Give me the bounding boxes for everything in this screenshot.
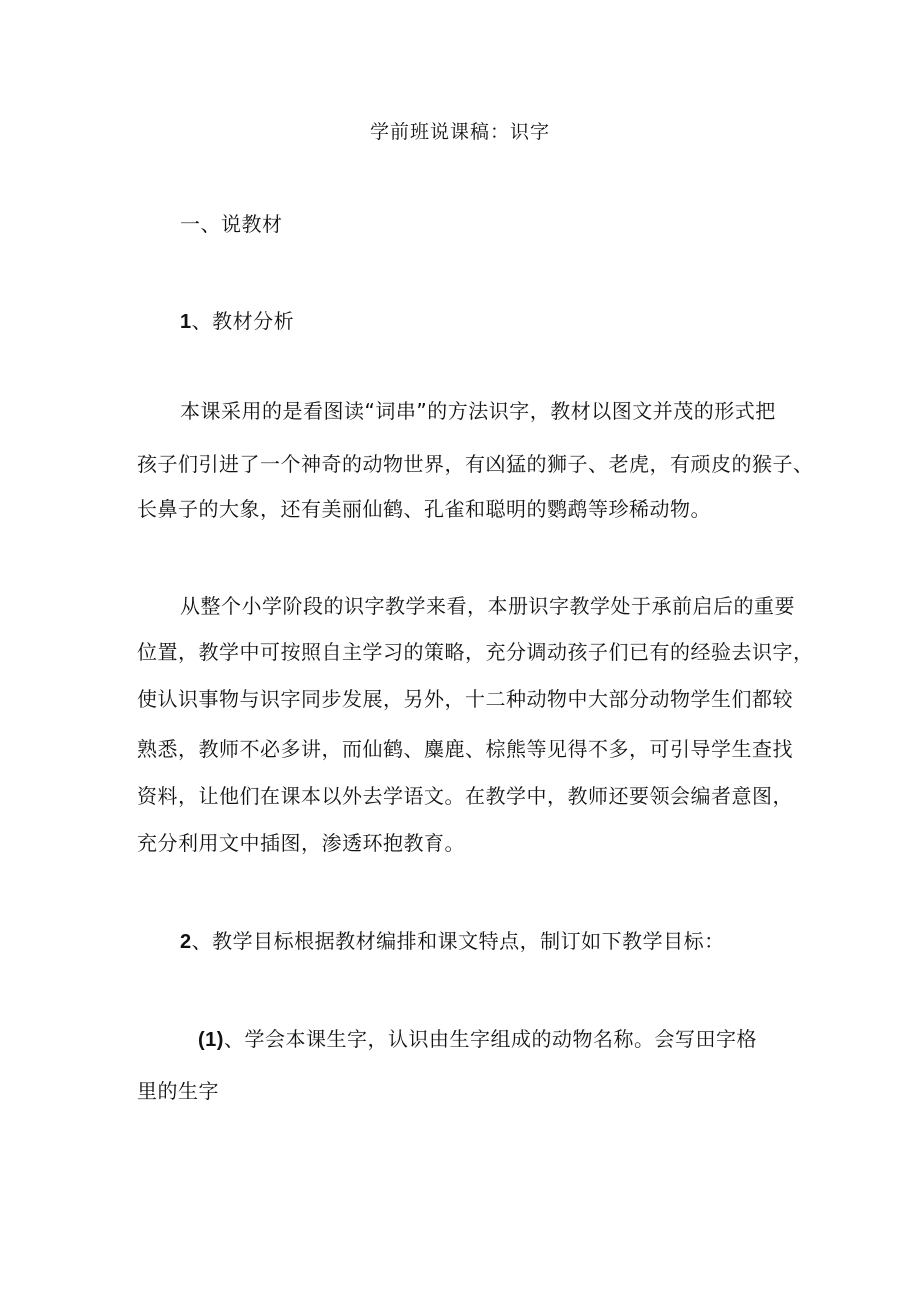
subsection-number: 2	[180, 931, 192, 953]
paragraph-line: 充分利用文中插图，渗透环抱教育。	[137, 831, 465, 855]
paragraph-line: 资料，让他们在课本以外去学语文。在教学中，教师还要领会编者意图，	[137, 784, 793, 808]
paragraph-line: 从整个小学阶段的识字教学来看，本册识字教学处于承前启后的重要	[180, 594, 795, 618]
paragraph-line: 孩子们引进了一个神奇的动物世界，有凶猛的狮子、老虎，有顽皮的猴子、	[137, 452, 814, 476]
subsection-heading	[180, 307, 294, 336]
list-item-continuation: 里的生字	[137, 1079, 219, 1103]
document-title: 学前班说课稿：识字	[369, 121, 550, 143]
paragraph-line: 使认识事物与识字同步发展，另外，十二种动物中大部分动物学生们都较	[137, 687, 793, 711]
subsection-number: 1	[180, 311, 192, 333]
section-heading: 一、说教材	[180, 212, 283, 236]
list-item-number: (1)	[198, 1029, 224, 1051]
paragraph-line: 本课采用的是看图读“词串”的方法识字，教材以图文并茂的形式把	[180, 399, 776, 423]
paragraph-line: 长鼻子的大象，还有美丽仙鹤、孔雀和聪明的鹦鹉等珍稀动物。	[137, 497, 711, 521]
list-item-text: 、学会本课生字，认识由生字组成的动物名称。会写田字格	[223, 1027, 757, 1051]
subsection-title: 、教材分析	[191, 309, 295, 333]
paragraph-line: 位置，教学中可按照自主学习的策略，充分调动孩子们已有的经验去识字，	[137, 640, 814, 664]
list-item	[198, 1025, 757, 1054]
subsection-heading	[180, 927, 725, 956]
paragraph-line: 熟悉，教师不必多讲，而仙鹤、麋鹿、棕熊等见得不多，可引导学生查找	[137, 737, 793, 761]
subsection-title: 、教学目标根据教材编排和课文特点，制订如下教学目标：	[191, 929, 725, 953]
